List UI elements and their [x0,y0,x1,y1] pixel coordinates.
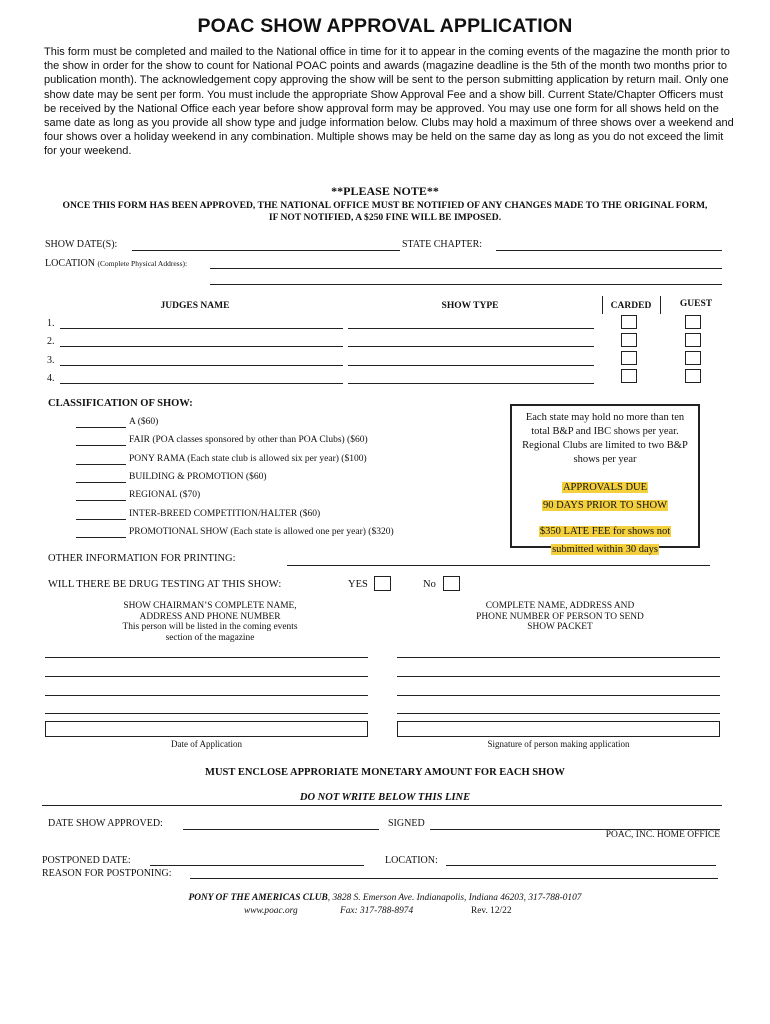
carded-checkbox-2[interactable] [621,333,637,347]
class-item: A ($60) [129,417,159,427]
judges-name-header: JUDGES NAME [160,301,230,311]
reason-postponing-label: REASON FOR POSTPONING: [42,868,172,879]
class-blank-pony-rama[interactable] [76,464,126,465]
packet-address-line-2[interactable] [397,676,720,677]
footer-fax: Fax: 317-788-8974 [340,906,414,916]
packet-heading: COMPLETE NAME, ADDRESS AND PHONE NUMBER OF PERSON TO SEND SHOW PACKET [476,601,644,632]
guest-checkbox-4[interactable] [685,369,701,383]
carded-header: CARDED [610,301,652,311]
packet-address-line-1[interactable] [397,657,720,658]
page-title: POAC SHOW APPROVAL APPLICATION [197,15,573,37]
postponed-date-field[interactable] [150,865,364,866]
judge-name-field-1[interactable] [60,328,343,329]
class-item: REGIONAL ($70) [129,490,201,500]
location-field[interactable] [210,268,722,269]
drug-testing-yes-label: YES [348,579,368,590]
late-fee-highlight: $350 LATE FEE for shows not [539,526,671,537]
drug-testing-no-checkbox[interactable] [443,576,460,591]
class-blank-regional[interactable] [76,500,126,501]
class-blank-fair[interactable] [76,445,126,446]
date-approved-field[interactable] [183,829,379,830]
guest-checkbox-2[interactable] [685,333,701,347]
show-type-field-1[interactable] [348,328,594,329]
approvals-due-highlight-2: 90 DAYS PRIOR TO SHOW [542,500,668,511]
packet-address-line-4[interactable] [397,713,720,714]
postponed-date-label: POSTPONED DATE: [42,855,131,866]
other-info-label: OTHER INFORMATION FOR PRINTING: [48,553,236,564]
do-not-write-note: DO NOT WRITE BELOW THIS LINE [299,792,471,803]
show-dates-label: SHOW DATE(S): [45,239,118,250]
show-dates-field[interactable] [132,250,400,251]
drug-testing-no-label: No [423,579,436,590]
guest-checkbox-3[interactable] [685,351,701,365]
intro-paragraph: This form must be completed and mailed to the National office in time for it to appear in the coming events of the magazine the month prior to the show in order for the show to count for National POAC points and awards (magazine deadline is the 5th of the month two months prior to publication month). The acknowledgement copy approving the show will be sent to the person submitting application by return mail. Only one show date may be sent per form. You must include the appropriate Show Approval Fee and a show bill. Current State/Chapter Officers must be received by the National Office each year before show approval form may be approved. You may use one form for all shows held on the same date as long as you provide all show type and judge information below. Clubs may hold a maximum of three shows over a weekend and four shows over a holiday weekend in any combination. Multiple shows may be held on the same day as long as you do not exceed the limit for your weekend. [44,46,734,158]
carded-divider-left [602,296,603,314]
show-type-field-4[interactable] [348,383,594,384]
footer-org: PONY OF THE AMERICAS CLUB [188,893,328,903]
drug-testing-question: WILL THERE BE DRUG TESTING AT THIS SHOW: [48,579,282,590]
carded-divider-right [660,296,661,314]
enclose-note: MUST ENCLOSE APPRORIATE MONETARY AMOUNT FOR EACH SHOW [205,767,565,778]
judge-row-number: 3. [47,355,55,366]
judge-row-number: 4. [47,373,55,384]
footer-address [0,893,770,903]
footer-revision: Rev. 12/22 [471,906,512,916]
state-chapter-field[interactable] [496,250,722,251]
info-box-text: Each state may hold no more than ten total B&P and IBC shows per year. Regional Clubs are limited to two B&P shows per year [522,412,688,465]
drug-testing-yes-checkbox[interactable] [374,576,391,591]
carded-checkbox-3[interactable] [621,351,637,365]
signature-label: Signature of person making application [487,739,630,749]
office-divider [42,805,722,806]
date-of-application-field[interactable] [45,721,368,737]
chairman-address-line-4[interactable] [45,713,368,714]
reason-postponing-field[interactable] [190,878,718,879]
guest-header: GUEST [679,299,713,309]
footer-address-text: , 3828 S. Emerson Ave. Indianapolis, Indiana 46203, 317-788-0107 [327,893,582,903]
chairman-address-line-2[interactable] [45,676,368,677]
chairman-address-line-1[interactable] [45,657,368,658]
signed-label: SIGNED [388,818,425,829]
date-of-application-label: Date of Application [171,739,242,749]
class-item: FAIR (POA classes sponsored by other than POA Clubs) ($60) [129,435,368,445]
class-blank-building-promotion[interactable] [76,482,126,483]
carded-checkbox-1[interactable] [621,315,637,329]
postponed-location-field[interactable] [446,865,716,866]
judge-row-number: 2. [47,336,55,347]
location-label: LOCATION (Complete Physical Address): [45,258,188,269]
class-item: BUILDING & PROMOTION ($60) [129,472,267,482]
class-item: PONY RAMA (Each state club is allowed six per year) ($100) [129,454,367,464]
home-office-label: POAC, INC. HOME OFFICE [605,830,720,840]
show-type-field-3[interactable] [348,365,594,366]
class-blank-inter-breed[interactable] [76,519,126,520]
class-item: PROMOTIONAL SHOW (Each state is allowed one per year) ($320) [129,527,394,537]
class-item: INTER-BREED COMPETITION/HALTER ($60) [129,509,321,519]
chairman-address-line-3[interactable] [45,695,368,696]
show-type-field-2[interactable] [348,346,594,347]
judge-name-field-3[interactable] [60,365,343,366]
please-note-heading: **PLEASE NOTE** [331,184,439,198]
location-field-2[interactable] [210,284,722,285]
location-hint: (Complete Physical Address): [97,259,188,268]
classification-heading: CLASSIFICATION OF SHOW: [48,398,193,409]
chairman-heading: SHOW CHAIRMAN’S COMPLETE NAME, ADDRESS AND PHONE NUMBER This person will be listed in the coming events section of the magazine [122,601,298,643]
footer-website: www.poac.org [244,906,298,916]
show-type-header: SHOW TYPE [441,301,499,311]
class-blank-promotional[interactable] [76,537,126,538]
guest-checkbox-1[interactable] [685,315,701,329]
postponed-location-label: LOCATION: [385,855,438,866]
signature-field[interactable] [397,721,720,737]
judge-name-field-2[interactable] [60,346,343,347]
please-note-body: ONCE THIS FORM HAS BEEN APPROVED, THE NATIONAL OFFICE MUST BE NOTIFIED OF ANY CHANGES MADE TO THE ORIGINAL FORM, IF NOT NOTIFIED, A $250 FINE WILL BE IMPOSED. [62,200,708,223]
class-blank-a[interactable] [76,427,126,428]
judge-row-number: 1. [47,318,55,329]
judge-name-field-4[interactable] [60,383,343,384]
other-info-field[interactable] [287,565,710,566]
packet-address-line-3[interactable] [397,695,720,696]
late-fee-highlight-2: submitted within 30 days [552,544,658,555]
state-chapter-label: STATE CHAPTER: [402,239,483,250]
info-box [510,404,700,555]
date-approved-label: DATE SHOW APPROVED: [48,818,163,829]
approvals-due-highlight: APPROVALS DUE [562,482,648,493]
carded-checkbox-4[interactable] [621,369,637,383]
